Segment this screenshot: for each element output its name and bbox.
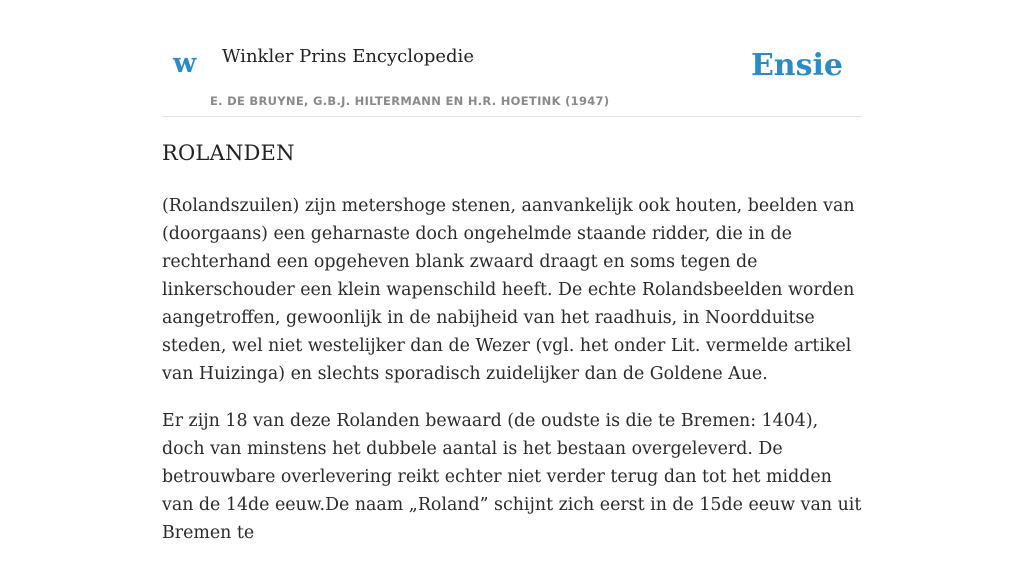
content-container <box>162 0 862 543</box>
header <box>162 0 862 117</box>
brand-logo[interactable]: Ensie <box>750 48 843 83</box>
publication-title[interactable]: Winkler Prins Encyclopedie <box>222 46 474 67</box>
article-title: ROLANDEN <box>162 141 295 165</box>
article-paragraph: Er zijn 18 van deze Rolanden bewaard (de oudste is die te Bremen: 1404), doch van minstens het dubbele aantal is het bestaan overgeleverd. De betrouwbare overlevering reikt echter niet verder terug dan tot het midden van de 14de eeuw.De naam „Roland” schijnt zich eerst in de 15de eeuw van uit Bremen te <box>162 411 862 543</box>
article-paragraph: (Rolandszuilen) zijn metershoge stenen, aanvankelijk ook houten, beelden van (doorgaans) een geharnaste doch ongehelmde staande ridder, die in de rechterhand een opgeheven blank zwaard draagt en soms tegen de linkerschouder een klein wapenschild heeft. De echte Rolandsbeelden worden aangetroffen, gewoonlijk in de nabijheid van het raadhuis, in Noordduitse steden, wel niet westelijker dan de Wezer (vgl. het onder Lit. vermelde artikel van Huizinga) en slechts sporadisch zuidelijker dan de Goldene Aue. <box>162 196 855 384</box>
article-body <box>162 192 862 566</box>
site-logo[interactable]: w <box>173 48 197 79</box>
publication-authors: E. DE BRUYNE, G.B.J. HILTERMANN EN H.R. HOETINK (1947) <box>210 94 610 108</box>
